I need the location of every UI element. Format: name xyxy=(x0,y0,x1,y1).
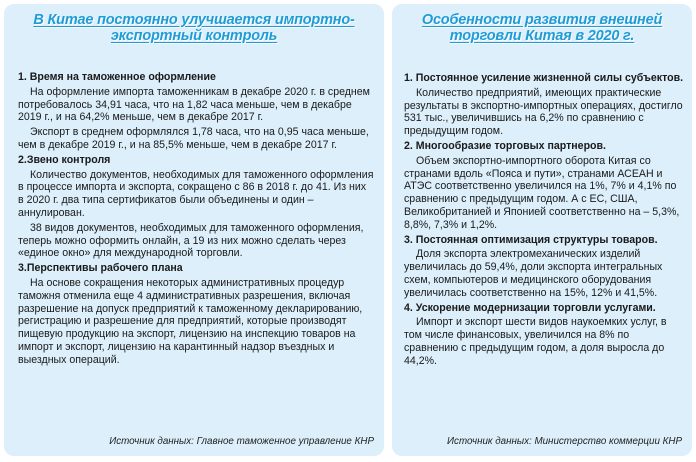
section-heading: 3. Постоянная оптимизация структуры товаров. xyxy=(404,233,658,246)
section-paragraph: Импорт и экспорт шести видов наукоемких услуг, в том числе финансовых, увеличился на 8% по сравнению с предыдущим годом, а доля выросла до 44,2%. xyxy=(404,316,667,367)
panel-body xyxy=(404,70,684,368)
customs-control-panel xyxy=(4,4,384,456)
section-paragraph: На оформление импорта таможенникам в декабре 2020 г. в среднем потребовалось 34,91 часа, что на 1,82 часа меньше, чем в декабре 2019 г., и на 64,2% меньше, чем в декабре 2017 г. xyxy=(18,85,370,124)
section-heading: 2. Многообразие торговых партнеров. xyxy=(404,139,606,152)
panel-title: В Китае постоянно улучшается импортно-экспортный контроль xyxy=(33,12,355,44)
section-heading: 3.Перспективы рабочего плана xyxy=(18,262,183,275)
section-heading: 2.Звено контроля xyxy=(18,153,111,166)
section-paragraph: 38 видов документов, необходимых для таможенного оформления, теперь можно оформить онлайн, а 19 из них можно сделать через «единое окно» для международной торговли. xyxy=(18,221,364,260)
data-source: Источник данных: Главное таможенное управление КНР xyxy=(109,436,374,447)
section-paragraph: Экспорт в среднем оформлялся 1,78 часа, что на 0,95 часа меньше, чем в декабре 2019 г., и на 85,5% меньше, чем в декабре 2017 г. xyxy=(18,126,369,151)
section-heading: 1. Постоянное усиление жизненной силы субъектов. xyxy=(404,72,684,84)
panel-title: Особенности развития внешней торговли Китая в 2020 г. xyxy=(421,12,663,44)
section-paragraph: На основе сокращения некоторых административных процедур таможня отменила еще 4 административных разрешения, включая разрешение на допуск предприятий к таможенному декларированию, регистрацию и разрешение для предприятий, которые производят пищевую продукцию на экспорт, лицензию на инспекцию товаров на импорт и экспорт, лицензию на карантинный надзор въездных и выездных операций. xyxy=(18,276,363,366)
panel-body xyxy=(18,69,374,367)
section-paragraph: Объем экспортно-импортного оборота Китая со странами вдоль «Пояса и пути», странами АСЕАН и АТЭС соответственно увеличился на 1%, 7% и 4,1% по сравнению с предыдущим годом. А с ЕС, США, Великобританией и Японией соответственно на – 5,3%, 8,8%, 7,3% и 1,2%. xyxy=(404,154,680,231)
section-heading: 4. Ускорение модернизации торговли услугами. xyxy=(404,301,656,314)
section-paragraph: Количество предприятий, имеющих практические результаты в экспортно-импортных операциях, достигло 531 тыс., увеличившись на 6,2% по сравнению с предыдущим годом. xyxy=(404,86,683,138)
section-heading: 1. Время на таможенное оформление xyxy=(18,71,216,83)
section-paragraph: Количество документов, необходимых для таможенного оформления в процессе импорта и экспорта, сокращено с 86 в 2018 г. до 41. Из них в 2020 г. два типа сертификатов были объединены и один – аннулирован. xyxy=(18,168,374,219)
section-paragraph: Доля экспорта электромеханических изделий увеличилась до 59,4%, доли экспорта интегральных схем, компьютеров и медицинского оборудования увеличилась соответственно на 15%, 12% и 41,5%. xyxy=(404,248,663,299)
data-source: Источник данных: Министерство коммерции КНР xyxy=(447,436,682,447)
foreign-trade-panel xyxy=(392,4,692,456)
